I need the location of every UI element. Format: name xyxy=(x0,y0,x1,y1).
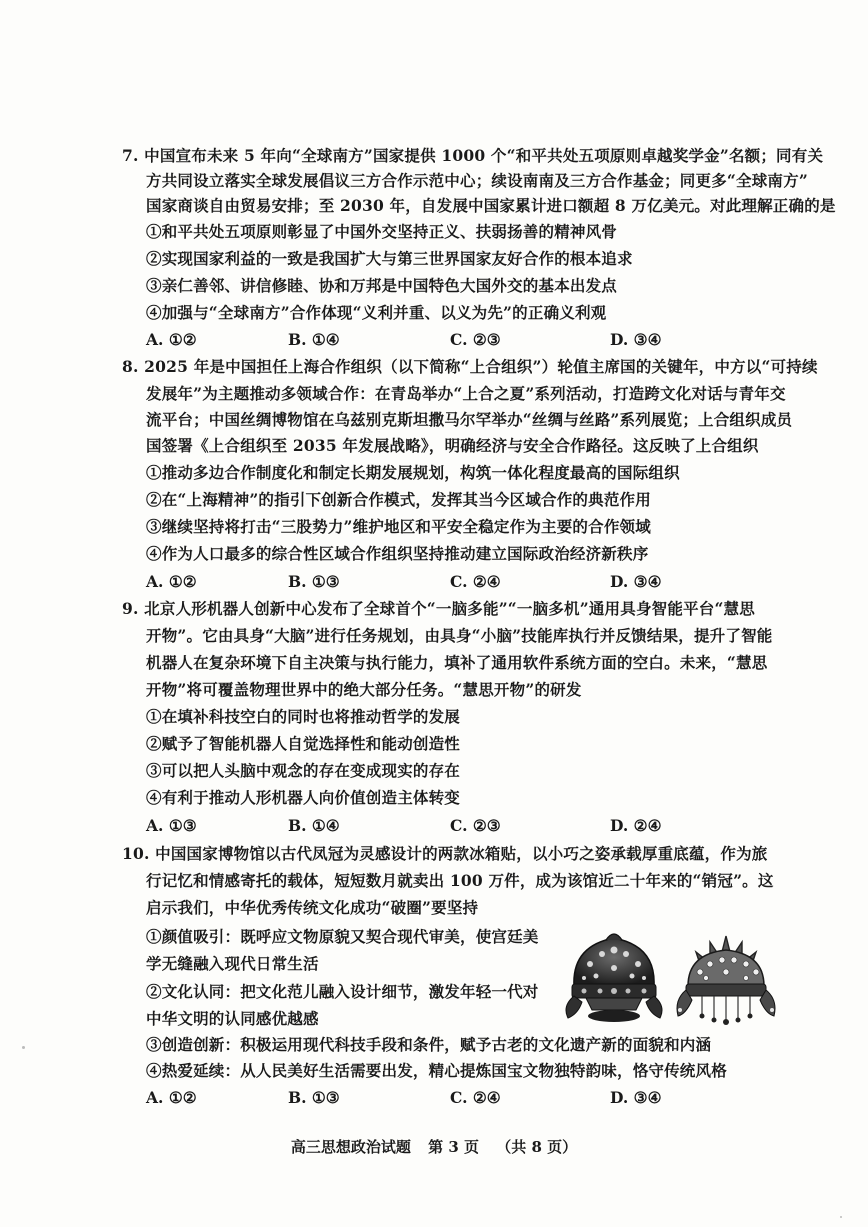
question-9-statement-3: ③可以把人头脑中观念的存在变成现实的存在 xyxy=(146,761,461,780)
question-8-line-4: 国签署《上合组织至 2035 年发展战略》，明确经济与安全合作路径。这反映了上合组织 xyxy=(146,436,759,455)
question-10-option-d: D. ③④ xyxy=(610,1088,662,1107)
question-10-statement-3: ③创造创新：积极运用现代科技手段和条件，赋予古老的文化遗产新的面貌和内涵 xyxy=(146,1035,712,1054)
question-7-option-d: D. ③④ xyxy=(610,330,662,349)
question-10-line-1: 10. 中国国家博物馆以古代凤冠为灵感设计的两款冰箱贴，以小巧之姿承载厚重底蕴，作为旅 xyxy=(122,844,768,863)
question-8-statement-3: ③继续坚持将打击“三股势力”维护地区和平安全稳定作为主要的合作领域 xyxy=(146,517,651,536)
question-7-statement-1: ①和平共处五项原则彰显了中国外交坚持正义、扶弱扬善的精神风骨 xyxy=(146,222,618,241)
question-9-statement-4: ④有利于推动人形机器人向价值创造主体转变 xyxy=(146,788,461,807)
question-8-option-c: C. ②④ xyxy=(450,572,501,591)
question-8-option-b: B. ①③ xyxy=(288,572,340,591)
question-10-option-c: C. ②④ xyxy=(450,1088,501,1107)
question-10-statement-2-b: 中华文明的认同感优越感 xyxy=(146,1009,319,1028)
scan-speck xyxy=(22,1046,25,1049)
question-8-statement-1: ①推动多边合作制度化和制定长期发展规划，构筑一体化程度最高的国际组织 xyxy=(146,463,680,482)
page-number: 第 3 页 xyxy=(428,1138,479,1156)
question-7-line-3: 国家商谈自由贸易安排；至 2030 年，自发展中国家累计进口额超 8 万亿美元。对此理解正确的是 xyxy=(146,196,836,215)
question-9-line-1: 9. 北京人形机器人创新中心发布了全球首个“一脑多能”“一脑多机”通用具身智能平台“慧思 xyxy=(122,599,755,618)
question-7-statement-2: ②实现国家利益的一致是我国扩大与第三世界国家友好合作的根本追求 xyxy=(146,249,633,268)
question-10-option-b: B. ①③ xyxy=(288,1088,340,1107)
question-8-line-3: 流平台；中国丝绸博物馆在乌兹别克斯坦撒马尔罕举办“丝绸与丝路”系列展览；上合组织成员 xyxy=(146,410,793,429)
question-7-option-c: C. ②③ xyxy=(450,330,501,349)
scan-speck xyxy=(840,1216,842,1218)
question-9-line-2: 开物”。它由具身“大脑”进行任务规划，由具身“小脑”技能库执行并反馈结果，提升了智能 xyxy=(146,626,773,645)
question-7-option-a: A. ①② xyxy=(146,330,197,349)
question-10-statement-2-a: ②文化认同：把文化范儿融入设计细节，激发年轻一代对 xyxy=(146,982,539,1001)
question-9-line-3: 机器人在复杂环境下自主决策与执行能力，填补了通用软件系统方面的空白。未来，“慧思 xyxy=(146,653,768,672)
question-8-option-d: D. ③④ xyxy=(610,572,662,591)
question-8-option-a: A. ①② xyxy=(146,572,197,591)
exam-title: 高三思想政治试题 xyxy=(290,1138,411,1156)
phoenix-crown-fridge-magnet-1-icon xyxy=(560,924,668,1034)
page-footer xyxy=(0,1136,868,1157)
question-9-option-d: D. ②④ xyxy=(610,816,662,835)
question-10-line-2: 行记忆和情感寄托的载体，短短数月就卖出 100 万件，成为该馆近二十年来的“销冠”。这 xyxy=(146,871,774,890)
question-7-line-2: 方共同设立落实全球发展倡议三方合作示范中心；续设南南及三方合作基金；同更多“全球南方” xyxy=(146,171,808,190)
question-10-statement-4: ④热爱延续：从人民美好生活需要出发，精心提炼国宝文物独特韵味，恪守传统风格 xyxy=(146,1061,727,1080)
question-7-line-1: 7. 中国宣布未来 5 年向“全球南方”国家提供 1000 个“和平共处五项原则卓越奖学金”名额；同有关 xyxy=(122,146,824,165)
question-7-statement-3: ③亲仁善邻、讲信修睦、协和万邦是中国特色大国外交的基本出发点 xyxy=(146,276,618,295)
question-9-option-a: A. ①③ xyxy=(146,816,197,835)
question-8-line-2: 发展年”为主题推动多领域合作：在青岛举办“上合之夏”系列活动，打造跨文化对话与青年交 xyxy=(146,384,786,403)
question-8-line-1: 8. 2025 年是中国担任上海合作组织（以下简称“上合组织”）轮值主席国的关键年，中方以“可持续 xyxy=(122,357,818,376)
question-9-line-4: 开物”将可覆盖物理世界中的绝大部分任务。“慧思开物”的研发 xyxy=(146,680,582,699)
question-9-statement-1: ①在填补科技空白的同时也将推动哲学的发展 xyxy=(146,707,461,726)
question-8-statement-4: ④作为人口最多的综合性区域合作组织坚持推动建立国际政治经济新秩序 xyxy=(146,544,649,563)
question-10-option-a: A. ①② xyxy=(146,1088,197,1107)
question-10-statement-1-b: 学无缝融入现代日常生活 xyxy=(146,954,319,973)
question-9-option-c: C. ②③ xyxy=(450,816,501,835)
question-10-statement-1-a: ①颜值吸引：既呼应文物原貌又契合现代审美，使宫廷美 xyxy=(146,927,539,946)
question-7-statement-4: ④加强与“全球南方”合作体现“义利并重、以义为先”的正确义利观 xyxy=(146,303,607,322)
page-total: （共 8 页） xyxy=(496,1138,578,1156)
question-10-line-3: 启示我们，中华优秀传统文化成功“破圈”要坚持 xyxy=(146,898,479,917)
question-7-option-b: B. ①④ xyxy=(288,330,340,349)
question-9-option-b: B. ①④ xyxy=(288,816,340,835)
question-9-statement-2: ②赋予了智能机器人自觉选择性和能动创造性 xyxy=(146,734,461,753)
question-8-statement-2: ②在“上海精神”的指引下创新合作模式，发挥其当今区域合作的典范作用 xyxy=(146,490,651,509)
phoenix-crown-fridge-magnet-2-icon xyxy=(672,930,780,1038)
